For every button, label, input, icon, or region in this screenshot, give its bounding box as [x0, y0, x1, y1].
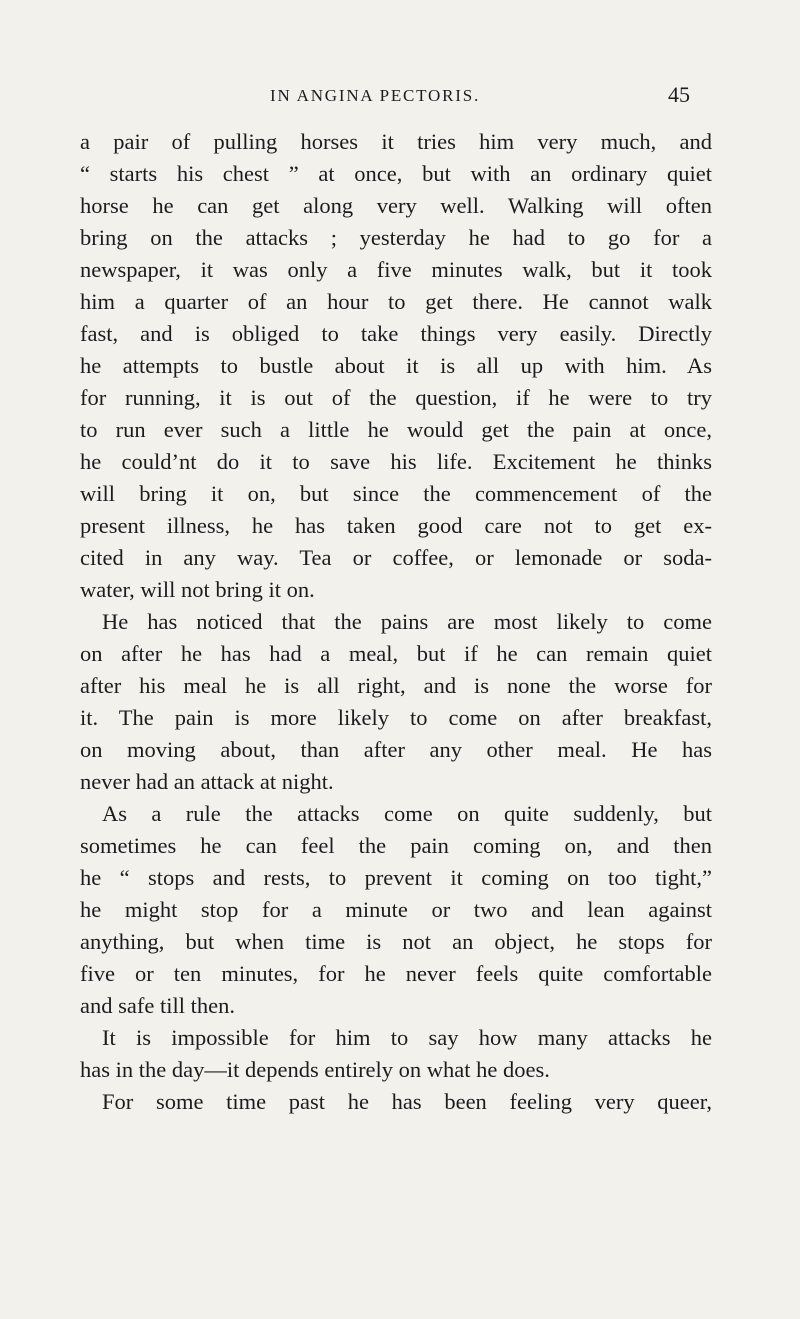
text-line: he could’nt do it to save his life. Excitement he thinks: [80, 449, 712, 474]
text-line: anything, but when time is not an object, he stops for: [80, 929, 712, 954]
text-line: He has noticed that the pains are most likely to come: [102, 609, 712, 634]
text-line: present illness, he has taken good care not to get ex-: [80, 513, 712, 538]
text-line: fast, and is obliged to take things very easily. Directly: [80, 321, 712, 346]
text-line: after his meal he is all right, and is none the worse for: [80, 673, 712, 698]
text-line: newspaper, it was only a five minutes walk, but it took: [80, 257, 712, 282]
body-text: [80, 126, 712, 1118]
text-line: on moving about, than after any other meal. He has: [80, 737, 712, 762]
text-line: five or ten minutes, for he never feels quite comfortable: [80, 961, 712, 986]
text-line: him a quarter of an hour to get there. He cannot walk: [80, 289, 712, 314]
text-line: will bring it on, but since the commencement of the: [80, 481, 712, 506]
text-line: bring on the attacks ; yesterday he had to go for a: [80, 225, 712, 250]
text-line: it. The pain is more likely to come on after breakfast,: [80, 705, 712, 730]
page-number: 45: [668, 82, 690, 107]
text-line: sometimes he can feel the pain coming on, and then: [80, 833, 712, 858]
text-line: to run ever such a little he would get the pain at once,: [80, 417, 712, 442]
running-head: [0, 82, 800, 112]
text-line: for running, it is out of the question, if he were to try: [80, 385, 712, 410]
text-line: It is impossible for him to say how many attacks he: [102, 1025, 712, 1050]
text-line: he might stop for a minute or two and lean against: [80, 897, 712, 922]
text-line: on after he has had a meal, but if he can remain quiet: [80, 641, 712, 666]
text-line: a pair of pulling horses it tries him very much, and: [80, 129, 712, 154]
running-title: IN ANGINA PECTORIS.: [270, 86, 481, 105]
text-line: cited in any way. Tea or coffee, or lemonade or soda-: [80, 545, 712, 570]
text-line: As a rule the attacks come on quite suddenly, but: [102, 801, 712, 826]
text-line: water, will not bring it on.: [80, 577, 315, 602]
text-line: For some time past he has been feeling very queer,: [102, 1089, 712, 1114]
text-line: “ starts his chest ” at once, but with an ordinary quiet: [80, 161, 712, 186]
text-line: he “ stops and rests, to prevent it coming on too tight,”: [80, 865, 712, 890]
text-line: has in the day—it depends entirely on what he does.: [80, 1057, 550, 1082]
text-line: he attempts to bustle about it is all up with him. As: [80, 353, 712, 378]
text-line: never had an attack at night.: [80, 769, 334, 794]
text-line: horse he can get along very well. Walking will often: [80, 193, 712, 218]
text-line: and safe till then.: [80, 993, 235, 1018]
